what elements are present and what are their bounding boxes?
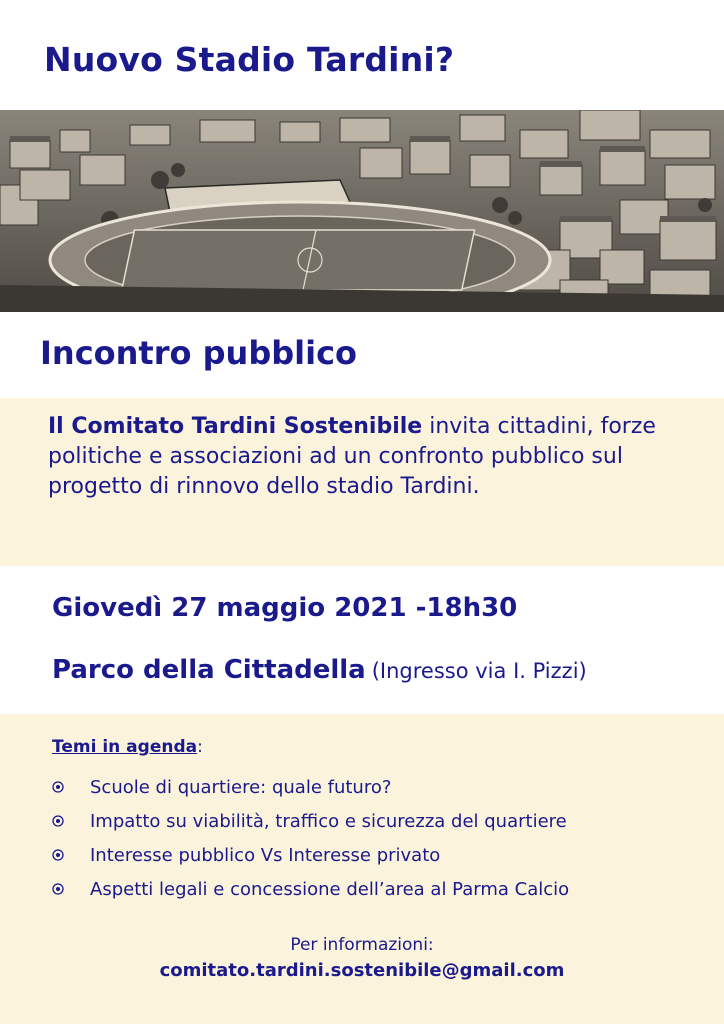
agenda-item: [52, 804, 712, 838]
stadium-photo: [0, 110, 724, 312]
agenda-item: [52, 872, 712, 906]
agenda-item: [52, 770, 712, 804]
circle-bullet-icon: [52, 781, 90, 793]
stadium-aerial-photo-icon: [0, 110, 724, 312]
agenda-heading: [52, 737, 203, 757]
contact-label: Per informazioni:: [290, 935, 434, 955]
agenda-item-text: Aspetti legali e concessione dell’area al Parma Calcio: [90, 878, 570, 900]
page-title: Nuovo Stadio Tardini?: [44, 40, 455, 79]
event-venue: Parco della Cittadella: [52, 655, 366, 685]
contact-email[interactable]: comitato.tardini.sostenibile@gmail.com: [159, 960, 565, 981]
intro-paragraph: [48, 412, 698, 502]
agenda-item-text: Impatto su viabilità, traffico e sicurezza del quartiere: [90, 810, 567, 832]
circle-bullet-icon: [52, 815, 90, 827]
circle-bullet-icon: [52, 883, 90, 895]
event-date: Giovedì 27 maggio 2021 -18h30: [52, 593, 518, 623]
organization-name: Il Comitato Tardini Sostenibile: [48, 414, 423, 439]
agenda-item: [52, 838, 712, 872]
event-place: [52, 655, 587, 685]
agenda-item-text: Scuole di quartiere: quale futuro?: [90, 776, 392, 798]
agenda-heading-suffix: :: [197, 737, 203, 757]
event-heading: Incontro pubblico: [40, 334, 358, 372]
agenda-list: [52, 770, 712, 906]
event-entrance: (Ingresso via I. Pizzi): [371, 659, 587, 683]
intro-text: invita cittadini, forze politiche e associazioni ad un confronto pubblico sul progetto di rinnovo dello stadio Tardini.: [48, 414, 656, 499]
agenda-item-text: Interesse pubblico Vs Interesse privato: [90, 844, 441, 866]
agenda-heading-label: Temi in agenda: [52, 737, 198, 757]
circle-bullet-icon: [52, 849, 90, 861]
